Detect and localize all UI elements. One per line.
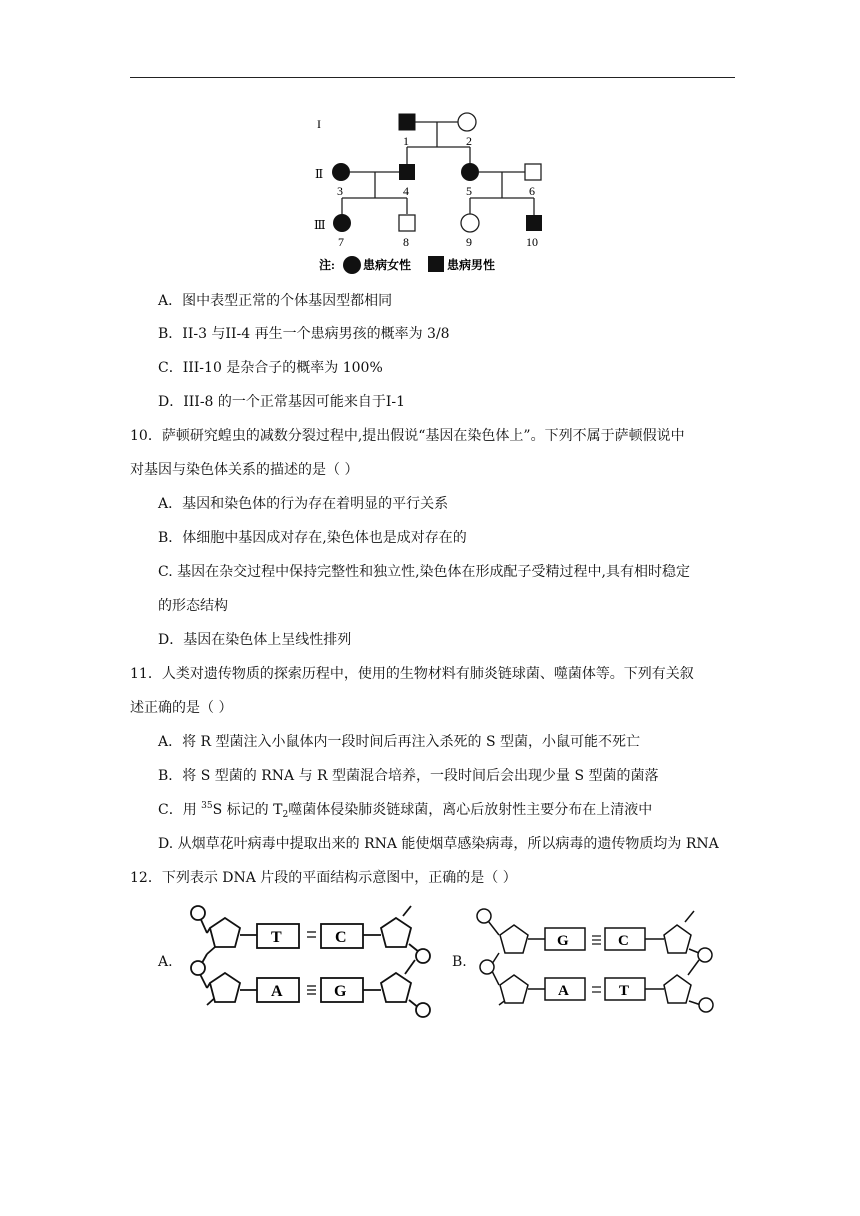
dna-diagram-b <box>475 905 725 1020</box>
base-letter: C <box>335 929 347 946</box>
q11-option-c: C．用 $^{35}$S 标记的 $T_2$噬菌体侵染肺炎链球菌，离心后放射性主要分布在上清液中 <box>158 801 653 820</box>
phosphate-circle <box>699 998 713 1012</box>
individual-2-normal-female <box>458 113 476 131</box>
q10-option-a: A．基因和染色体的行为存在着明显的平行关系 <box>158 496 449 512</box>
sugar-pentagon <box>500 925 528 953</box>
sugar-pentagon <box>210 918 240 947</box>
q9-option-b: B．II-3 与II-4 再生一个患病男孩的概率为 3/8 <box>158 326 450 342</box>
individual-9-normal-female <box>461 214 479 232</box>
base-letter: G <box>557 933 569 949</box>
individual-7-affected-female <box>333 214 351 232</box>
individual-number: 9 <box>466 235 472 249</box>
individual-3-affected-female <box>332 163 350 181</box>
base-letter: A <box>558 983 569 999</box>
q9-option-a: A．图中表型正常的个体基因型都相同 <box>158 293 393 309</box>
individual-number: 1 <box>403 134 409 148</box>
q11-option-d: D. 从烟草花叶病毒中提取出来的 RNA 能使烟草感染病毒，所以病毒的遗传物质均为 RNA <box>158 836 719 852</box>
sugar-pentagon <box>500 975 528 1003</box>
legend-note: 注: <box>319 258 335 272</box>
sugar-pentagon <box>381 918 411 947</box>
q10-option-c-line2: 的形态结构 <box>158 598 228 614</box>
q11-option-b: B．将 S 型菌的 RNA 与 R 型菌混合培养，一段时间后会出现少量 S 型菌的菌落 <box>158 768 659 784</box>
q11-stem-line2: 述正确的是（ ） <box>130 700 233 716</box>
q10-option-b: B．体细胞中基因成对存在,染色体也是成对存在的 <box>158 530 467 546</box>
q9-option-d: D．III-8 的一个正常基因可能来自于I-1 <box>158 394 406 410</box>
generation-label: I <box>317 117 321 131</box>
q12-option-b-label: B. <box>452 954 467 970</box>
q10-stem-line1: 10．萨顿研究蝗虫的减数分裂过程中,提出假说“基因在染色体上”。下列不属于萨顿假说中 <box>130 428 685 444</box>
q9-option-c: C．III-10 是杂合子的概率为 100% <box>158 360 383 376</box>
phosphate-circle <box>480 960 494 974</box>
legend-female-label: 患病女性 <box>363 258 412 272</box>
individual-number: 10 <box>526 235 538 249</box>
individual-number: 4 <box>403 184 409 198</box>
individual-number: 5 <box>466 184 472 198</box>
q10-option-d: D．基因在染色体上呈线性排列 <box>158 632 352 648</box>
individual-number: 6 <box>529 184 535 198</box>
individual-10-affected-male <box>526 215 542 231</box>
pedigree-chart <box>300 100 538 280</box>
generation-label: Ⅱ <box>315 167 324 181</box>
sugar-pentagon <box>210 973 240 1002</box>
individual-6-normal-male <box>525 164 541 180</box>
legend-male-label: 患病男性 <box>447 258 496 272</box>
generation-label: Ⅲ <box>314 218 326 232</box>
q10-stem-line2: 对基因与染色体关系的描述的是（ ） <box>130 462 359 478</box>
legend-female-symbol <box>343 256 361 274</box>
sugar-pentagon <box>664 975 691 1003</box>
base-letter: T <box>619 983 630 999</box>
base-letter: G <box>334 983 347 1000</box>
base-letter: A <box>271 983 283 1000</box>
header-rule <box>130 77 735 78</box>
dna-diagram-a <box>185 900 445 1020</box>
individual-8-normal-male <box>399 215 415 231</box>
phosphate-circle <box>698 948 712 962</box>
individual-number: 7 <box>338 235 344 249</box>
phosphate-circle <box>416 1003 430 1017</box>
q11-option-a: A．将 R 型菌注入小鼠体内一段时间后再注入杀死的 S 型菌，小鼠可能不死亡 <box>158 734 641 750</box>
q10-option-c-line1: C. 基因在杂交过程中保持完整性和独立性,染色体在形成配子受精过程中,具有相时稳定 <box>158 564 691 580</box>
base-letter: C <box>618 933 629 949</box>
sugar-pentagon <box>381 973 411 1002</box>
individual-1-affected-male <box>399 114 415 130</box>
q11-stem-line1: 11．人类对遗传物质的探索历程中，使用的生物材料有肺炎链球菌、噬菌体等。下列有关叙 <box>130 666 694 682</box>
phosphate-circle <box>191 906 205 920</box>
individual-number: 3 <box>337 184 343 198</box>
phosphate-circle <box>416 949 430 963</box>
individual-number: 2 <box>466 134 472 148</box>
individual-4-affected-male <box>399 164 415 180</box>
individual-number: 8 <box>403 235 409 249</box>
phosphate-circle <box>191 961 205 975</box>
q12-option-a-label: A. <box>158 954 173 970</box>
individual-5-affected-female <box>461 163 479 181</box>
legend-male-symbol <box>428 256 444 272</box>
phosphate-circle <box>477 909 491 923</box>
sugar-pentagon <box>664 925 691 953</box>
base-letter: T <box>271 929 282 946</box>
q12-stem: 12．下列表示 DNA 片段的平面结构示意图中，正确的是（ ） <box>130 870 517 886</box>
